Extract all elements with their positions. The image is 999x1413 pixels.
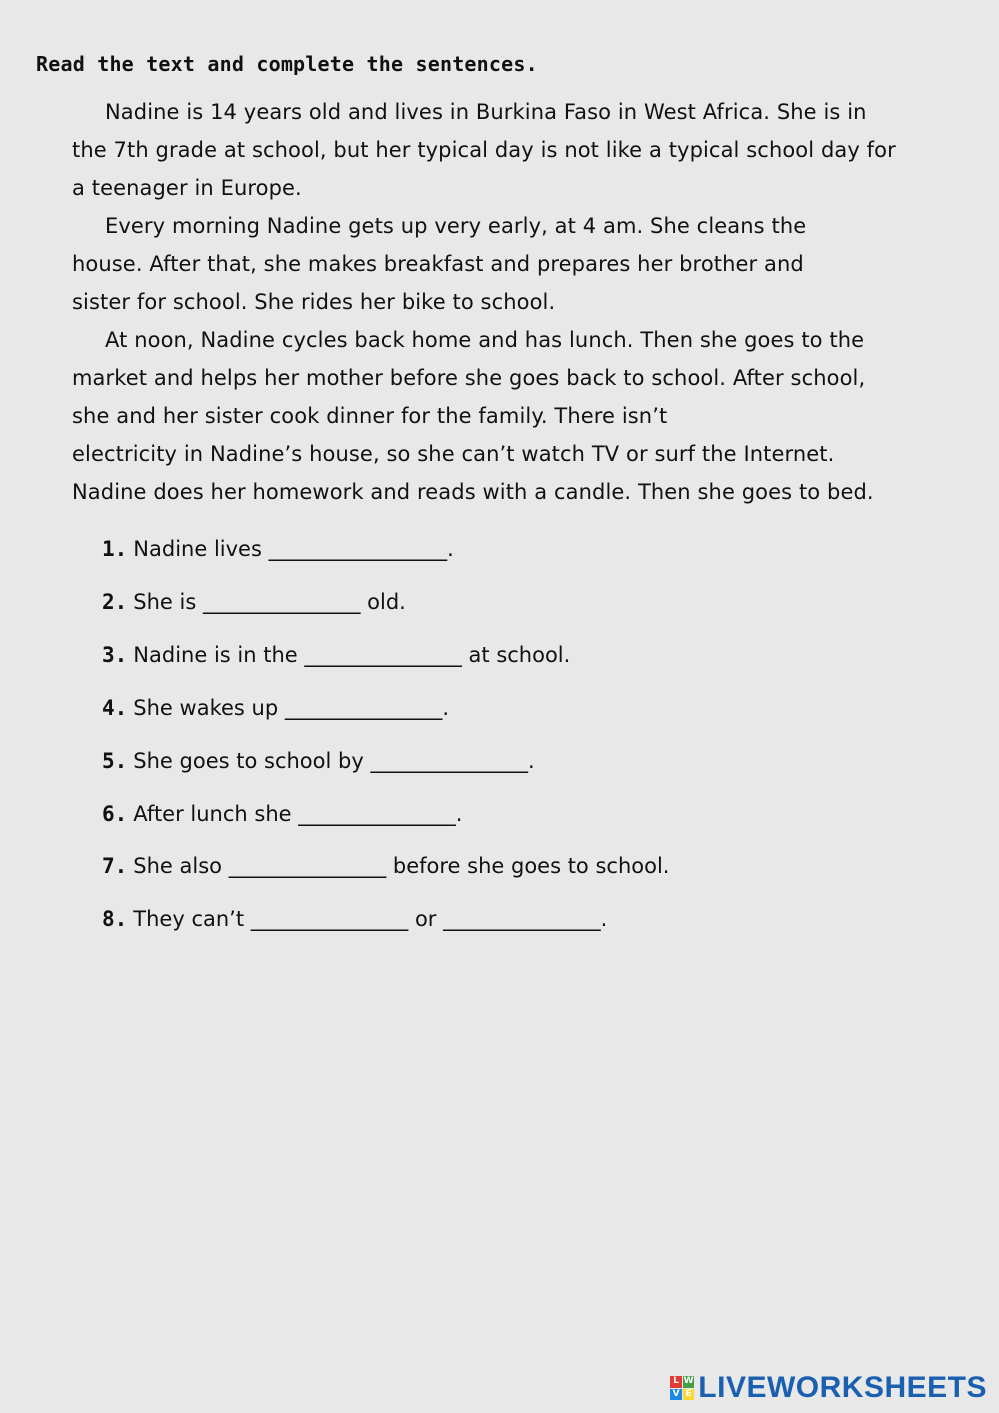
liveworksheets-logo [670,1371,987,1405]
question-2 [102,587,406,617]
question-text: . [527,749,535,773]
question-text: or [408,907,444,931]
paragraph-2 [72,207,952,321]
question-number: 4. [102,696,128,720]
logo-mark-cell: W [683,1376,694,1386]
paragraph-line: electricity in Nadine’s house, so she can’t watch TV or surf the Internet. [72,442,835,466]
logo-text: LIVEWORKSHEETS [698,1371,987,1404]
question-number: 5. [102,749,128,773]
answer-blank[interactable]: _______________ [370,749,528,773]
question-7 [102,851,669,881]
paragraph-line: market and helps her mother before she goes back to school. After school, [72,366,866,390]
answer-blank[interactable]: _______________ [443,907,601,931]
question-number: 2. [102,590,128,614]
question-text: . [600,907,608,931]
question-number: 6. [102,802,128,826]
question-text: She also [133,854,229,878]
paragraph-line: a teenager in Europe. [72,176,302,200]
answer-blank[interactable]: _______________ [304,643,462,667]
instructions-heading: Read the text and complete the sentences. [36,52,538,76]
answer-blank[interactable]: _______________ [298,802,456,826]
paragraph-line: Nadine does her homework and reads with a candle. Then she goes to bed. [72,480,874,504]
question-number: 3. [102,643,128,667]
question-text: . [455,802,463,826]
question-text: After lunch she [133,802,299,826]
answer-blank[interactable]: _________________ [268,537,448,561]
answer-blank[interactable]: _______________ [250,907,409,931]
paragraph-line: she and her sister cook dinner for the family. There isn’t [72,404,668,428]
question-number: 8. [102,907,128,931]
paragraph-line: the 7th grade at school, but her typical day is not like a typical school day for [72,138,896,162]
paragraph-line: sister for school. She rides her bike to school. [72,290,556,314]
question-text: She goes to school by [133,749,371,773]
question-text: old. [360,590,406,614]
question-text: She wakes up [133,696,285,720]
paragraph-line: house. After that, she makes breakfast and prepares her brother and [72,252,804,276]
question-number: 7. [102,854,128,878]
question-number: 1. [102,537,128,561]
question-text: . [442,696,450,720]
answer-blank[interactable]: _______________ [228,854,387,878]
paragraph-line: Nadine is 14 years old and lives in Burkina Faso in West Africa. She is in [105,100,867,124]
logo-mark-cell: V [670,1389,682,1401]
logo-mark-cell: E [683,1389,695,1401]
question-text: before she goes to school. [386,854,670,878]
question-text: Nadine lives [133,537,269,561]
question-text: at school. [461,643,571,667]
question-3 [102,640,570,670]
question-5 [102,746,535,776]
paragraph-1 [72,93,952,207]
question-text: She is [133,590,203,614]
question-6 [102,799,462,829]
question-1 [102,534,454,564]
answer-blank[interactable]: _______________ [202,590,361,614]
question-8 [102,904,607,934]
logo-mark-icon [670,1376,694,1400]
paragraph-line: At noon, Nadine cycles back home and has lunch. Then she goes to the [105,328,865,352]
paragraph-line: Every morning Nadine gets up very early, at 4 am. She cleans the [105,214,807,238]
question-text: . [447,537,454,561]
paragraph-3 [72,321,952,511]
question-4 [102,693,449,723]
question-text: They can’t [133,907,251,931]
logo-mark-cell: L [670,1376,682,1388]
question-text: Nadine is in the [133,643,305,667]
answer-blank[interactable]: _______________ [284,696,443,720]
